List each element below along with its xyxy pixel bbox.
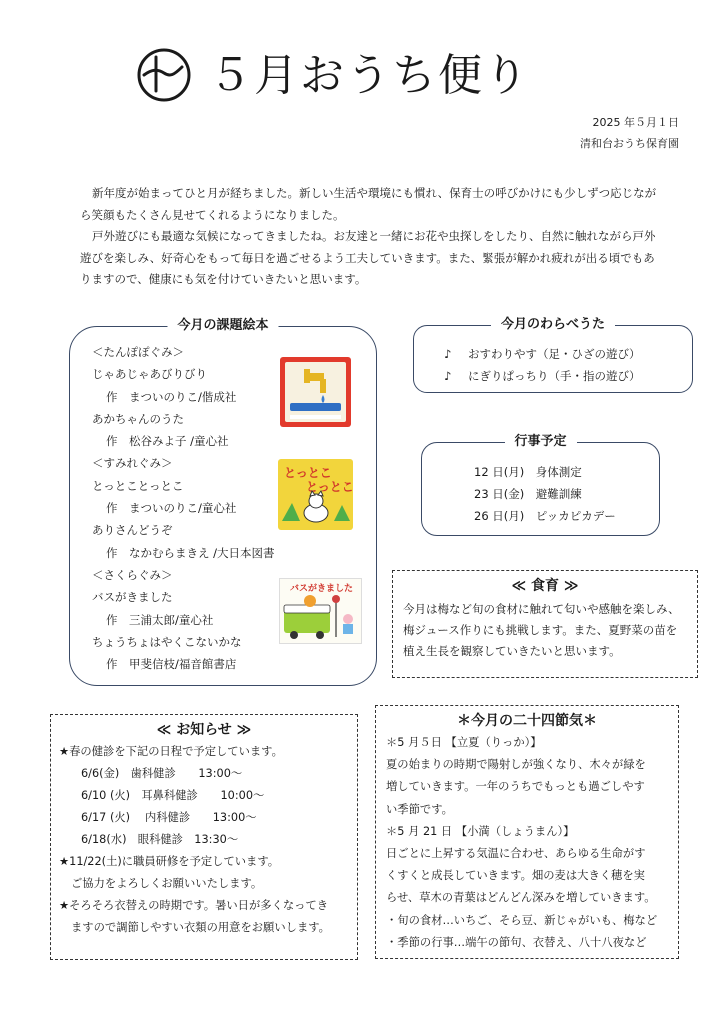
notice-line: ますので調節しやすい衣類の用意をお願いします。: [71, 921, 330, 934]
book-line: ちょうちょはやくこないかな: [92, 634, 242, 649]
list-item: 23 日(金) 避難訓練: [474, 487, 582, 501]
solar-terms-line: ・季節の行事…端午の節句、衣替え、八十八夜など: [386, 935, 647, 949]
page-title: ５月おうち便り: [208, 50, 530, 101]
book-author: 作 三浦太郎/童心社: [106, 612, 214, 627]
book-line: バスがきました: [92, 590, 173, 605]
solar-terms-box: [375, 705, 679, 959]
list-item: 26 日(月) ピッカピカデー: [474, 509, 616, 523]
solar-terms-list: [376, 730, 678, 954]
solar-terms-line: 夏の始まりの時期で陽射しが強くなり、木々が緑を: [386, 758, 646, 772]
picture-books-list: [92, 341, 275, 675]
book-line: ＜さくらぐみ＞: [92, 567, 173, 582]
notice-line: 6/10 (火) 耳鼻科健診 10:00～: [81, 789, 265, 802]
book-line: とっとことっとこ: [92, 478, 184, 493]
book-author: 作 まついのりこ/偕成社: [106, 389, 237, 404]
bus-illustration-icon: [280, 579, 361, 643]
svg-text:バスがきました: バスがきました: [290, 584, 354, 594]
book-author: 作 甲斐信枝/福音館書店: [106, 657, 237, 672]
book-line: ＜たんぽぽぐみ＞: [92, 345, 184, 359]
notice-line: ★春の健診を下記の日程で予定しています。: [59, 745, 283, 758]
solar-terms-line: ・旬の食材…いちご、そら豆、新じゃがいも、梅など: [386, 913, 658, 927]
warabe-item-label: にぎりぱっちり（手・指の遊び）: [468, 369, 641, 383]
book-line: あかちゃんのうた: [92, 411, 184, 426]
solar-terms-line: 増していきます。一年のうちでもっとも過ごしやす: [386, 780, 645, 794]
svg-text:とっとこ: とっとこ: [284, 466, 332, 480]
events-box: [421, 434, 660, 536]
events-list: [474, 461, 616, 527]
cat-illustration-icon: [278, 459, 353, 530]
notice-line: 6/6(金) 歯科健診 13:00～: [81, 767, 243, 780]
notice-line: 6/18(水) 眼科健診 13:30～: [81, 833, 239, 846]
intro-text: [80, 183, 665, 291]
warabe-uta-title: 今月のわらべうた: [491, 316, 615, 334]
picture-books-title: 今月の課題絵本: [167, 317, 278, 335]
book-cover-bus: [279, 578, 362, 644]
food-education-box: [392, 570, 698, 678]
notice-line: ★そろそろ衣替えの時期です。暑い日が多くなってき: [59, 899, 329, 912]
solar-terms-line: 日ごとに上昇する気温に合わせ、あらゆる生命がす: [386, 847, 646, 861]
list-item: [444, 343, 641, 365]
book-author: 作 松谷みよ子 /童心社: [106, 434, 229, 449]
solar-terms-line: ＊5 月 21 日 【小満（しょうまん）】: [386, 824, 575, 838]
intro-paragraph: 新年度が始まってひと月が経ちました。新しい生活や環境にも慣れ、保育士の呼びかけにも少しずつ応じながら笑顔もたくさん見せてくれるようになりました。: [80, 186, 657, 222]
solar-terms-title: ＊今月の二十四節気＊: [457, 713, 597, 729]
faucet-illustration-icon: [280, 357, 351, 427]
book-line: じゃあじゃあびりびり: [92, 367, 207, 382]
school-logo-icon: [134, 47, 194, 103]
book-author: 作 なかむらまきえ /大日本図書: [106, 545, 275, 560]
book-line: ＜すみれぐみ＞: [92, 456, 173, 471]
list-item: 12 日(月) 身体測定: [474, 465, 582, 479]
solar-terms-line: らせ、草木の青葉はどんどん深みを増していきます。: [386, 891, 656, 905]
book-line: ありさんどうぞ: [92, 523, 173, 538]
food-education-text: 今月は梅など旬の食材に触れて匂いや感触を楽しみ、梅ジュース作りにも挑戦します。また、夏野菜の苗を植え生長を観察していきたいと思います。: [403, 602, 680, 658]
music-note-icon: ♪: [444, 369, 452, 383]
school-name: 清和台おうち保育園: [580, 137, 679, 150]
issue-date: 2025 年５月１日: [592, 116, 679, 129]
notice-line: 6/17 (火) 内科健診 13:00～: [81, 811, 257, 824]
intro-paragraph: 戸外遊びにも最適な気候になってきましたね。お友達と一緒にお花や虫探しをしたり、自然に触れながら戸外遊びを楽しみ、好奇心をもって毎日を過ごせるよう工夫していきます。また、緊張が解かれ疲れが出る頃でもありますので、健康にも気を付けていきたいと思います。: [80, 229, 656, 286]
notice-line: ご協力をよろしくお願いいたします。: [71, 877, 263, 890]
warabe-uta-box: [413, 317, 693, 393]
book-cover-tottoko: [278, 459, 353, 530]
solar-terms-line: くすくと成長していきます。畑の麦は大きく穂を実: [386, 869, 645, 883]
notice-title: ≪ お知らせ ≫: [156, 722, 252, 738]
book-cover-jaajaa: [280, 357, 351, 427]
music-note-icon: ♪: [444, 347, 452, 361]
food-education-title: ≪ 食育 ≫: [511, 578, 579, 594]
book-author: 作 まついのりこ/童心社: [106, 501, 237, 516]
solar-terms-line: ＊5 月５日 【立夏（りっか）】: [386, 736, 542, 749]
notice-box: [50, 714, 358, 960]
svg-text:とっとこ: とっとこ: [306, 480, 353, 494]
events-title: 行事予定: [504, 433, 576, 451]
notice-list: [51, 739, 357, 939]
list-item: [444, 365, 641, 387]
solar-terms-line: い季節です。: [386, 802, 453, 816]
warabe-item-label: おすわりやす（足・ひざの遊び）: [468, 347, 641, 361]
warabe-uta-list: [444, 343, 641, 387]
notice-line: ★11/22(土)に職員研修を予定しています。: [59, 855, 280, 868]
